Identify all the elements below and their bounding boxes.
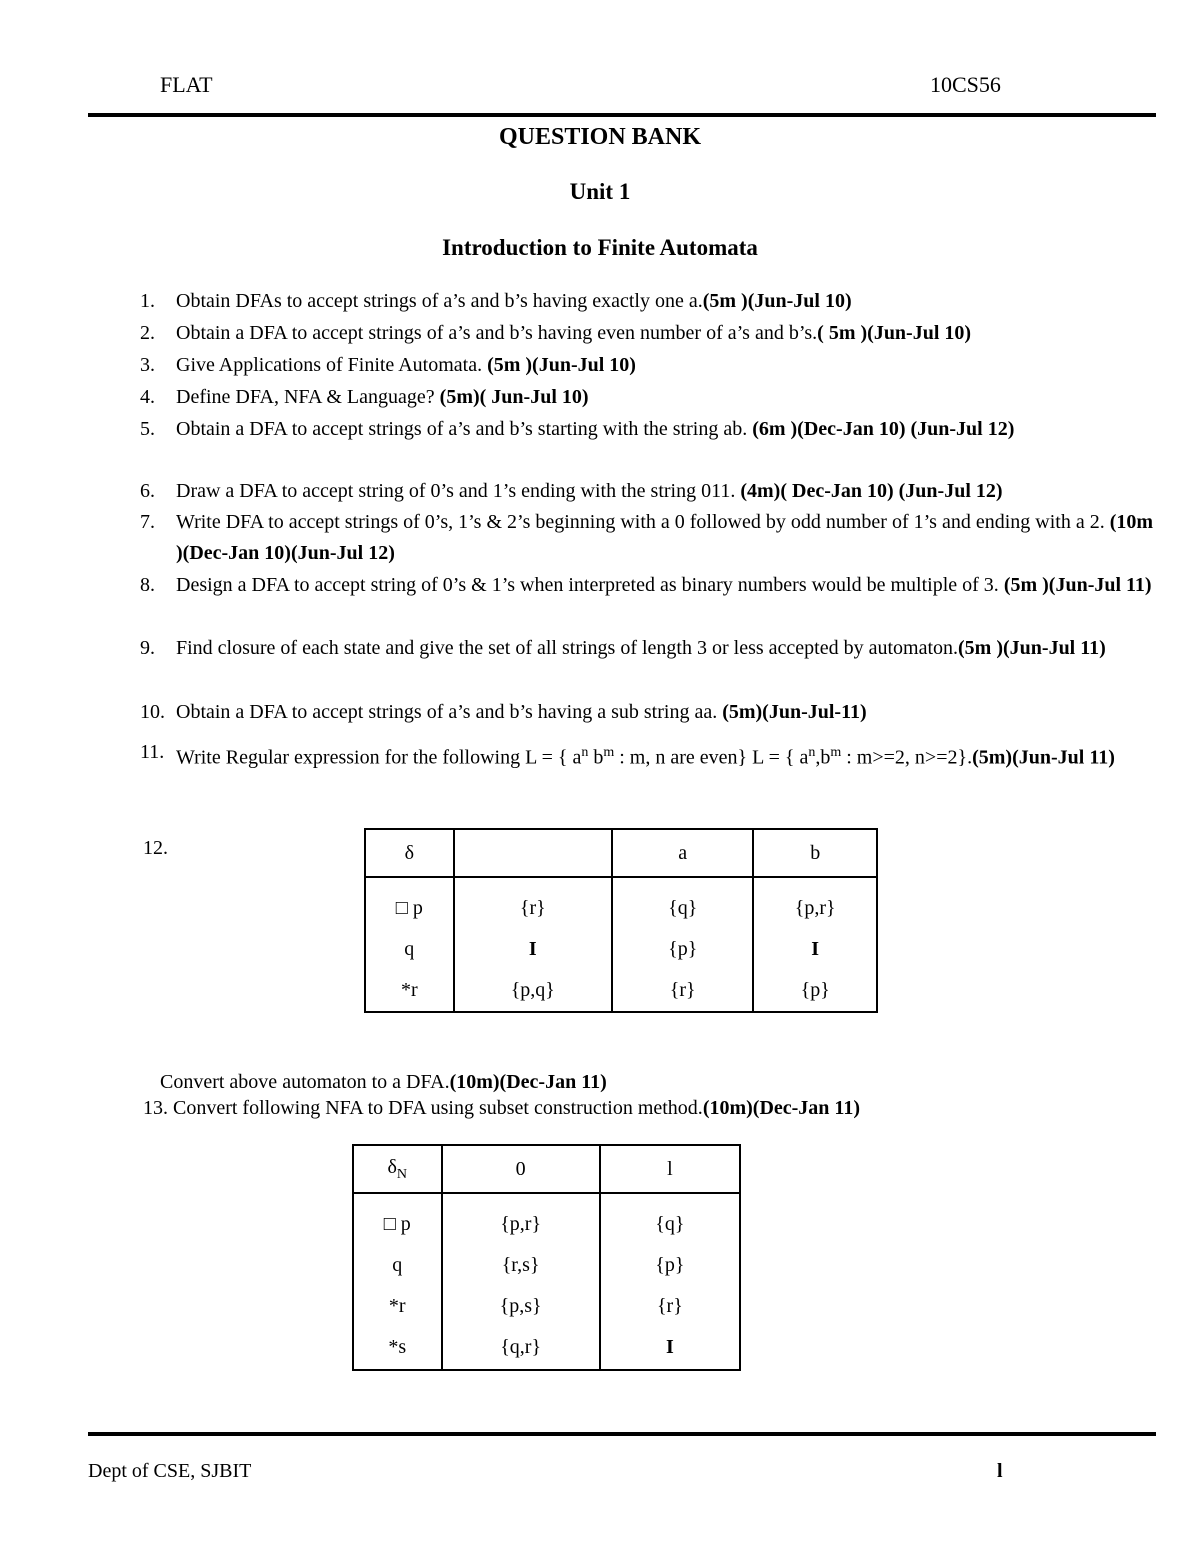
question-marks: (5m )(Jun-Jul 10) [487, 354, 636, 376]
question-text: Design a DFA to accept string of 0’s & 1’s when interpreted as binary numbers would be multiple of 3. [176, 574, 1004, 596]
question-marks: (5m )(Jun-Jul 10) [702, 290, 852, 312]
question-5 [140, 414, 1160, 445]
table-cell: I [811, 938, 820, 960]
question-text: Give Applications of Finite Automata. [176, 354, 488, 376]
table-body-row [353, 1193, 740, 1370]
question-marks: (5m)(Jun-Jul-11) [722, 701, 867, 723]
state-cell: □ p [383, 1213, 411, 1235]
question-number: 9. [140, 637, 155, 659]
header-b: b [753, 829, 877, 877]
state-cell: q [404, 938, 415, 960]
question-marks: (5m)( Jun-Jul 10) [439, 386, 589, 408]
question-text: Find closure of each state and give the set of all strings of length 3 or less accepted by automaton. [176, 637, 959, 659]
question-number: 8. [140, 574, 155, 596]
question-marks: ( 5m )(Jun-Jul 10) [817, 322, 972, 344]
header-delta: δ [365, 829, 454, 877]
superscript-n: n [581, 745, 589, 760]
question-marks: (10m )(Dec-Jan 10)(Jun-Jul 12) [176, 511, 1154, 564]
a-column [612, 877, 753, 1012]
states-column [365, 877, 454, 1012]
zero-column [442, 1193, 600, 1370]
unit-title: Unit 1 [569, 179, 631, 204]
question-number: 7. [140, 511, 155, 533]
question-4 [140, 382, 1160, 413]
question-marks: (10m)(Dec-Jan 11) [702, 1097, 860, 1119]
question-7 [140, 507, 1160, 569]
question-13 [143, 1097, 860, 1120]
table-cell: I [528, 938, 537, 960]
question-12-instruction [160, 1071, 607, 1094]
section-title: Introduction to Finite Automata [442, 235, 758, 260]
question-text: Obtain a DFA to accept strings of a’s and b’s having even number of a’s and b’s. [176, 322, 818, 344]
table-cell: {p} [668, 938, 698, 960]
question-marks: (5m)(Jun-Jul 11) [972, 746, 1115, 769]
instruction-text: Convert above automaton to a DFA. [160, 1071, 450, 1093]
table-cell: {r} [656, 1295, 683, 1317]
question-number: 10. [140, 701, 165, 723]
question-number: 5. [140, 418, 155, 440]
question-1 [140, 286, 1160, 317]
question-12-number: 12. [143, 837, 168, 859]
table-cell: {p,r} [500, 1213, 542, 1235]
question-text: Define DFA, NFA & Language? [176, 386, 440, 408]
table-body-row [365, 877, 877, 1012]
table-cell: {p,q} [510, 979, 555, 1001]
header-a: a [612, 829, 753, 877]
table-cell: {p,r} [794, 897, 836, 919]
question-text: b [588, 746, 604, 769]
question-number: 4. [140, 386, 155, 408]
header-1: l [600, 1145, 740, 1193]
question-11 [140, 737, 1160, 774]
question-text: Write DFA to accept strings of 0’s, 1’s & 2’s beginning with a 0 followed by odd number of 1’s and ending with a 2. [176, 511, 1110, 533]
table-cell: {r} [669, 979, 696, 1001]
footer-rule [88, 1432, 1156, 1436]
table-cell: I [665, 1336, 674, 1358]
question-3 [140, 350, 1160, 381]
table-header-row [365, 829, 877, 877]
question-6 [140, 476, 1160, 507]
question-8 [140, 570, 1160, 601]
question-marks: (5m )(Jun-Jul 11) [1003, 574, 1152, 596]
footer-department: Dept of CSE, SJBIT [88, 1460, 252, 1482]
question-2 [140, 318, 1160, 349]
question-number: 11. [140, 741, 165, 763]
b-column [753, 877, 877, 1012]
question-text: Convert following NFA to DFA using subset construction method. [173, 1097, 703, 1119]
question-text: ,b [815, 746, 831, 769]
table-cell: {p} [655, 1254, 685, 1276]
superscript-n: n [808, 745, 816, 760]
table-cell: {r} [519, 897, 546, 919]
question-number: 13. [143, 1097, 168, 1119]
states-column [353, 1193, 442, 1370]
state-cell: □ p [395, 897, 423, 919]
table-cell: {r,s} [501, 1254, 540, 1276]
question-10 [140, 697, 1160, 728]
table-header-row [353, 1145, 740, 1193]
table-cell: {q} [668, 897, 698, 919]
question-text: Obtain a DFA to accept strings of a’s and b’s starting with the string ab. [176, 418, 753, 440]
header-epsilon [454, 829, 612, 877]
question-marks: (10m)(Dec-Jan 11) [449, 1071, 607, 1093]
question-number: 1. [140, 290, 155, 312]
question-9 [140, 633, 1160, 664]
one-column [600, 1193, 740, 1370]
header-rule [88, 113, 1156, 117]
header-code: 10CS56 [930, 72, 1001, 97]
question-text: : m, n are even} L = { a [614, 746, 809, 769]
header-0: 0 [442, 1145, 600, 1193]
transition-table-q13 [352, 1144, 741, 1371]
transition-table-q12 [364, 828, 878, 1013]
question-number: 2. [140, 322, 155, 344]
state-cell: *s [388, 1336, 407, 1358]
header-course: FLAT [160, 72, 213, 97]
page-number: l [997, 1460, 1003, 1482]
header-delta-n [353, 1145, 442, 1193]
delta-symbol: δ [387, 1155, 397, 1178]
question-marks: (5m )(Jun-Jul 11) [958, 637, 1106, 659]
question-text: Write Regular expression for the following L = { a [176, 746, 582, 769]
superscript-m: m [830, 745, 842, 760]
question-marks: (6m )(Dec-Jan 10) (Jun-Jul 12) [752, 418, 1015, 440]
state-cell: q [392, 1254, 403, 1276]
table-cell: {p} [800, 979, 830, 1001]
question-text: Draw a DFA to accept string of 0’s and 1’s ending with the string 011. [176, 480, 741, 502]
question-marks: (4m)( Dec-Jan 10) (Jun-Jul 12) [740, 480, 1003, 502]
question-text: : m>=2, n>=2}. [841, 746, 973, 769]
state-cell: *r [388, 1295, 406, 1317]
table-cell: {q} [655, 1213, 685, 1235]
superscript-m: m [603, 745, 615, 760]
question-number: 3. [140, 354, 155, 376]
epsilon-column [454, 877, 612, 1012]
page-title: QUESTION BANK [498, 124, 702, 150]
delta-subscript: N [396, 1166, 408, 1182]
question-text: Obtain DFAs to accept strings of a’s and b’s having exactly one a. [176, 290, 703, 312]
table-cell: {p,s} [499, 1295, 542, 1317]
table-cell: {q,r} [500, 1336, 542, 1358]
state-cell: *r [400, 979, 418, 1001]
question-text: Obtain a DFA to accept strings of a’s and b’s having a sub string aa. [176, 701, 723, 723]
question-number: 6. [140, 480, 155, 502]
